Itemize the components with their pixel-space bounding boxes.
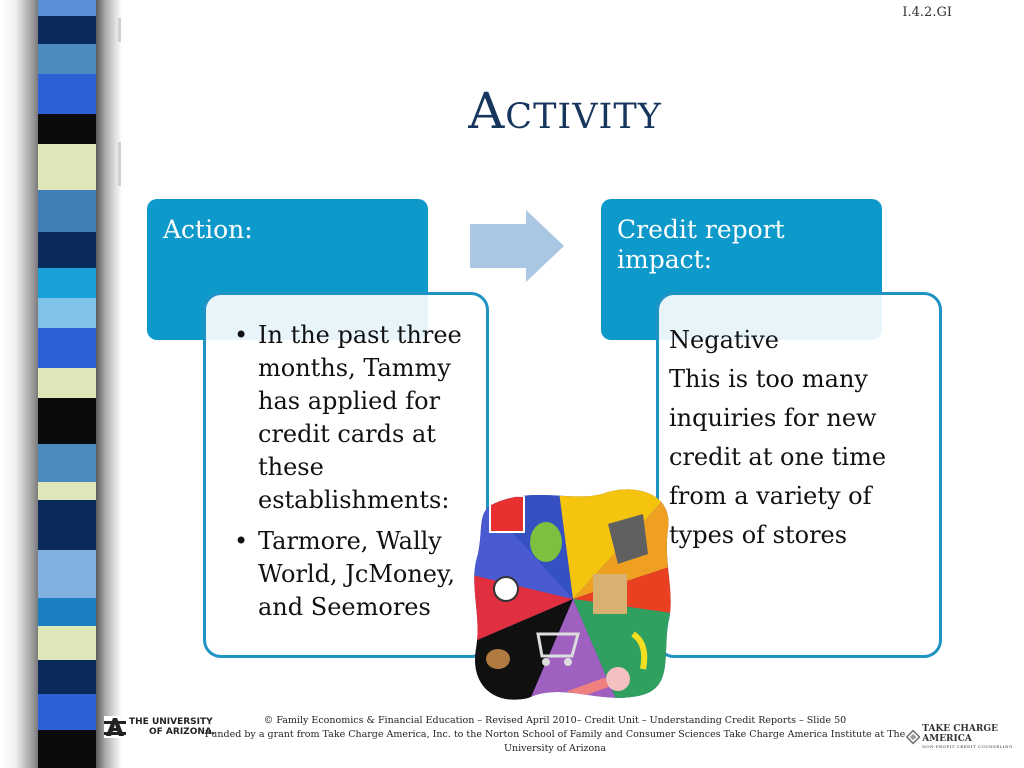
footer-funding: Funded by a grant from Take Charge America, Inc. to the Norton School of Family and Consumer Sciences Take Charge America Institute at The University of Arizona bbox=[204, 729, 906, 754]
decorative-stripe bbox=[38, 0, 96, 768]
impact-verdict: Negative bbox=[669, 326, 779, 354]
impact-explanation: This is too many inquiries for new credit at one time from a variety of types of stores bbox=[669, 365, 887, 549]
take-charge-america-logo bbox=[906, 724, 1024, 749]
tc-logo-tagline: NON-PROFIT CREDIT COUNSELING bbox=[922, 744, 1013, 749]
bullet-icon: • bbox=[234, 321, 249, 349]
action-bullet-list bbox=[230, 319, 472, 624]
take-charge-mark-icon bbox=[906, 728, 920, 746]
impact-header-label: Credit report impact: bbox=[617, 215, 785, 274]
action-detail-box bbox=[203, 292, 489, 658]
stripe-tick bbox=[118, 18, 121, 42]
bullet-text: Tarmore, Wally World, JcMoney, and Seemores bbox=[258, 527, 456, 621]
footer bbox=[200, 714, 910, 756]
arizona-a-icon bbox=[104, 716, 126, 738]
university-of-arizona-logo bbox=[104, 716, 215, 738]
bullet-text: In the past three months, Tammy has applied for credit cards at these establishments: bbox=[258, 321, 462, 514]
impact-detail-box bbox=[656, 292, 942, 658]
list-item bbox=[230, 319, 472, 517]
right-arrow-icon bbox=[470, 210, 566, 282]
slide-title: Activity bbox=[468, 82, 662, 140]
stripe-tick bbox=[118, 142, 121, 186]
stripe-shadow bbox=[96, 0, 122, 768]
ua-logo-line1: THE UNIVERSITY bbox=[129, 717, 213, 727]
list-item bbox=[230, 525, 472, 624]
footer-copyright: © Family Economics & Financial Education – Revised April 2010– Credit Unit – Understanding Credit Reports – Slide 50 bbox=[263, 715, 847, 726]
shopping-clipart-image bbox=[468, 484, 678, 704]
slide-id: I.4.2.GI bbox=[902, 5, 952, 20]
action-header-label: Action: bbox=[163, 215, 253, 244]
ua-logo-line2: OF ARIZONA. bbox=[149, 727, 216, 737]
bullet-icon: • bbox=[234, 527, 249, 555]
tc-logo-name: TAKE CHARGE AMERICA bbox=[922, 724, 998, 744]
